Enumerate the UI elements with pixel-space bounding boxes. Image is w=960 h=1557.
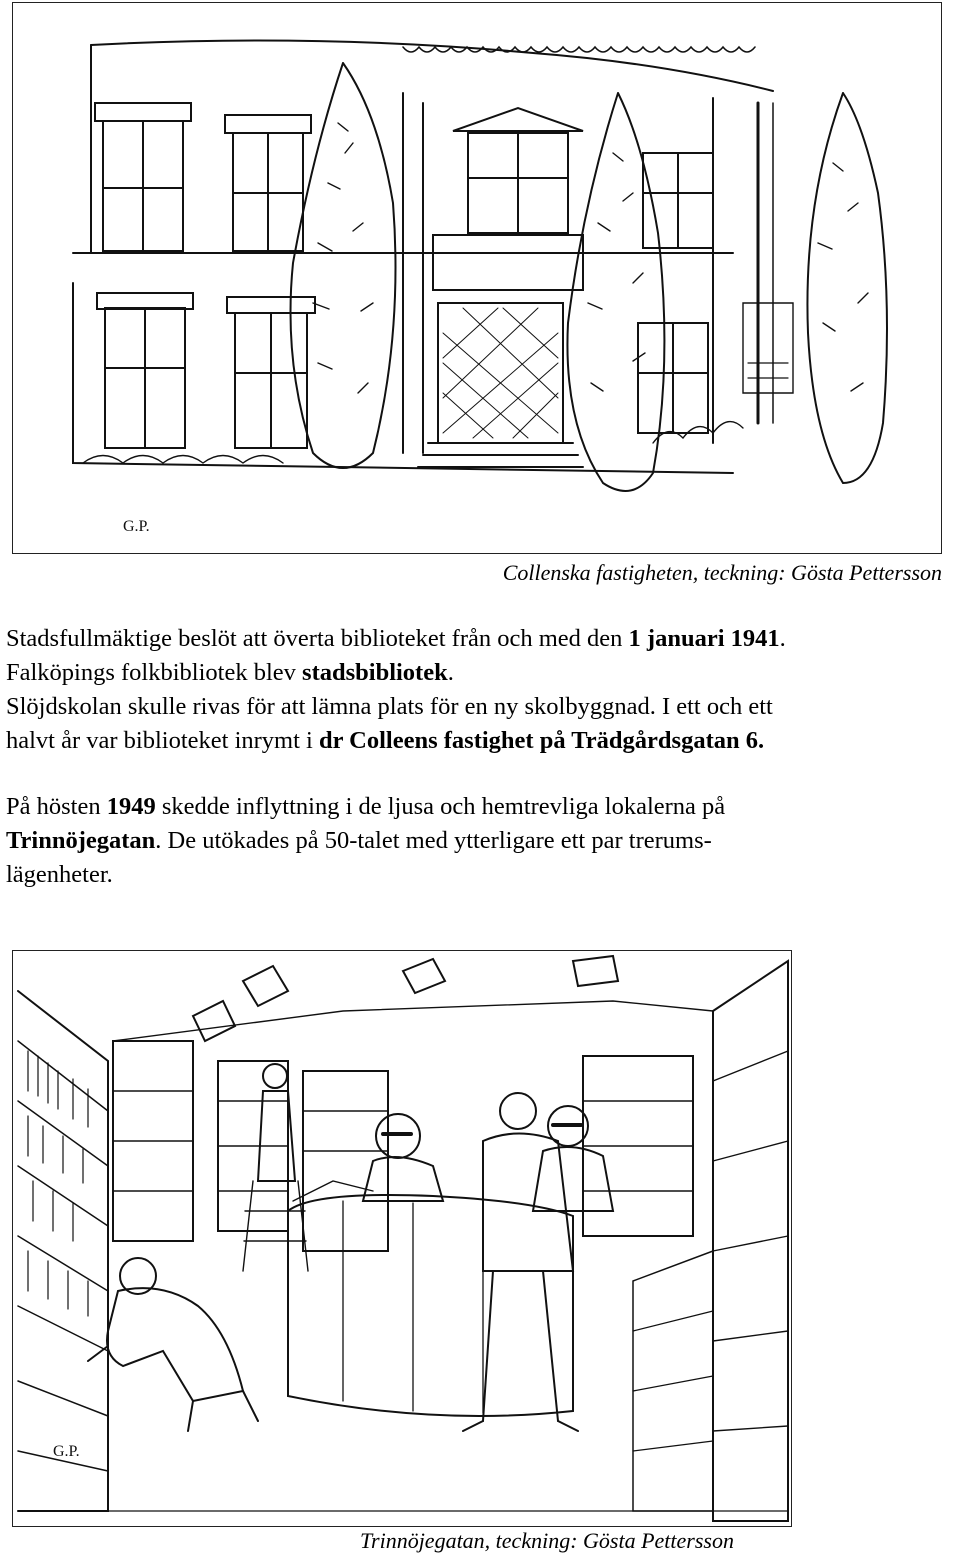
p2-line2-b: . De utökades på 50-talet med ytterligare ett par trerums-	[155, 827, 712, 854]
p1-address: dr Colleens fastighet på Trädgårdsgatan 6.	[318, 727, 765, 754]
p1-stadsbibliotek: stadsbibliotek	[302, 659, 448, 686]
p2-street: Trinnöjegatan	[6, 827, 156, 854]
library-drawing	[13, 951, 791, 1526]
p2-line1-a: På hösten	[6, 793, 107, 820]
figure-caption-1: Collenska fastigheten, teckning: Gösta Pettersson	[502, 560, 942, 585]
p2-line3: lägenheter.	[6, 861, 113, 888]
library-interior-sketch	[12, 950, 792, 1527]
building-sketch	[12, 2, 942, 554]
p1-line2-a: Falköpings folkbibliotek blev	[6, 659, 303, 686]
figure-caption-2: Trinnöjegatan, teckning: Gösta Pettersson	[360, 1528, 734, 1553]
p1-line1-c: .	[779, 625, 786, 652]
p1-line3: Slöjdskolan skulle rivas för att lämna plats för en ny skolbyggnad. I ett och ett	[6, 693, 773, 720]
p1-date: 1 januari 1941	[628, 625, 780, 652]
p1-line4-a: halvt år var biblioteket inrymt i	[6, 727, 319, 754]
paragraph-1	[6, 622, 954, 758]
building-drawing	[13, 3, 941, 553]
paragraph-2	[6, 790, 954, 892]
p1-line2-c: .	[447, 659, 454, 686]
signature-2: G.P.	[53, 1443, 80, 1460]
p2-line1-c: skedde inflyttning i de ljusa och hemtrevliga lokalerna på	[155, 793, 726, 820]
p1-line1-a: Stadsfullmäktige beslöt att överta biblioteket från och med den	[6, 625, 629, 652]
p2-year: 1949	[106, 793, 156, 820]
signature-1: G.P.	[123, 518, 150, 535]
